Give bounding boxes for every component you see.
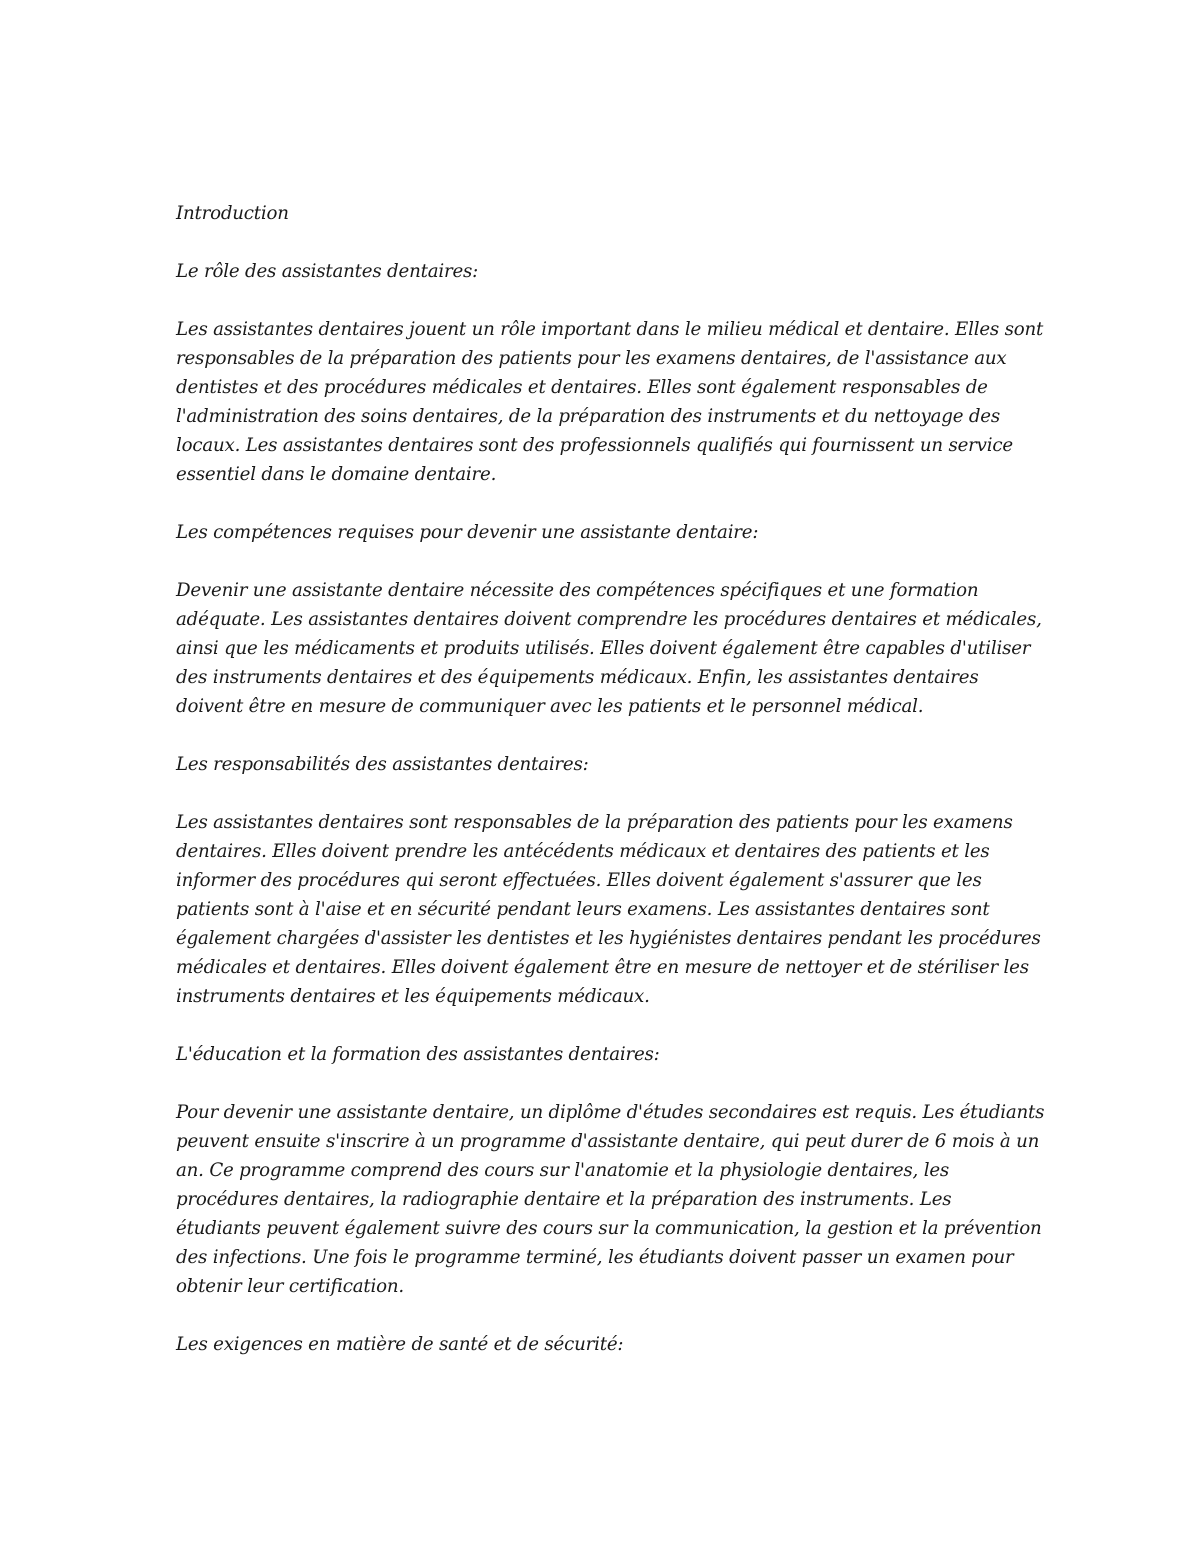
paragraph-line: dentistes et des procédures médicales et dentaires. Elles sont également responsables de [176, 377, 988, 398]
section-heading-health-safety: Les exigences en matière de santé et de sécurité: [176, 1334, 624, 1355]
paragraph-line: informer des procédures qui seront effectuées. Elles doivent également s'assurer que les [176, 870, 982, 891]
paragraph-line: essentiel dans le domaine dentaire. [176, 464, 497, 485]
document-title: Introduction [176, 203, 289, 224]
paragraph-line: an. Ce programme comprend des cours sur l'anatomie et la physiologie dentaires, les [176, 1160, 950, 1181]
paragraph-line: procédures dentaires, la radiographie dentaire et la préparation des instruments. Les [176, 1189, 952, 1210]
paragraph-line: Devenir une assistante dentaire nécessite des compétences spécifiques et une formation [176, 580, 979, 601]
paragraph-line: dentaires. Elles doivent prendre les antécédents médicaux et dentaires des patients et les [176, 841, 990, 862]
section-paragraph-skills [176, 576, 1042, 721]
paragraph-line: Pour devenir une assistante dentaire, un diplôme d'études secondaires est requis. Les étudiants [176, 1102, 1045, 1123]
paragraph-line: instruments dentaires et les équipements médicaux. [176, 986, 650, 1007]
section-paragraph-education [176, 1098, 1045, 1301]
paragraph-line: obtenir leur certification. [176, 1276, 404, 1297]
paragraph-line: adéquate. Les assistantes dentaires doivent comprendre les procédures dentaires et médicales, [176, 609, 1042, 630]
section-heading-education: L'éducation et la formation des assistantes dentaires: [176, 1044, 660, 1065]
paragraph-line: également chargées d'assister les dentistes et les hygiénistes dentaires pendant les procédures [176, 928, 1041, 949]
paragraph-line: des infections. Une fois le programme terminé, les étudiants doivent passer un examen pour [176, 1247, 1014, 1268]
paragraph-line: étudiants peuvent également suivre des cours sur la communication, la gestion et la prévention [176, 1218, 1042, 1239]
paragraph-line: doivent être en mesure de communiquer avec les patients et le personnel médical. [176, 696, 924, 717]
section-heading-role: Le rôle des assistantes dentaires: [176, 261, 479, 282]
paragraph-line: l'administration des soins dentaires, de la préparation des instruments et du nettoyage des [176, 406, 1000, 427]
paragraph-line: responsables de la préparation des patients pour les examens dentaires, de l'assistance aux [176, 348, 1007, 369]
paragraph-line: médicales et dentaires. Elles doivent également être en mesure de nettoyer et de stériliser les [176, 957, 1029, 978]
paragraph-line: locaux. Les assistantes dentaires sont des professionnels qualifiés qui fournissent un service [176, 435, 1013, 456]
paragraph-line: des instruments dentaires et des équipements médicaux. Enfin, les assistantes dentaires [176, 667, 979, 688]
section-paragraph-responsibilities [176, 808, 1041, 1011]
section-heading-responsibilities: Les responsabilités des assistantes dentaires: [176, 754, 589, 775]
section-heading-skills: Les compétences requises pour devenir une assistante dentaire: [176, 522, 759, 543]
document-body [176, 199, 1045, 1388]
paragraph-line: Les assistantes dentaires jouent un rôle important dans le milieu médical et dentaire. Elles sont [176, 319, 1044, 340]
paragraph-line: peuvent ensuite s'inscrire à un programme d'assistante dentaire, qui peut durer de 6 mois à un [176, 1131, 1040, 1152]
paragraph-line: patients sont à l'aise et en sécurité pendant leurs examens. Les assistantes dentaires sont [176, 899, 990, 920]
paragraph-line: Les assistantes dentaires sont responsables de la préparation des patients pour les examens [176, 812, 1013, 833]
paragraph-line: ainsi que les médicaments et produits utilisés. Elles doivent également être capables d'utiliser [176, 638, 1031, 659]
section-paragraph-role [176, 315, 1044, 489]
